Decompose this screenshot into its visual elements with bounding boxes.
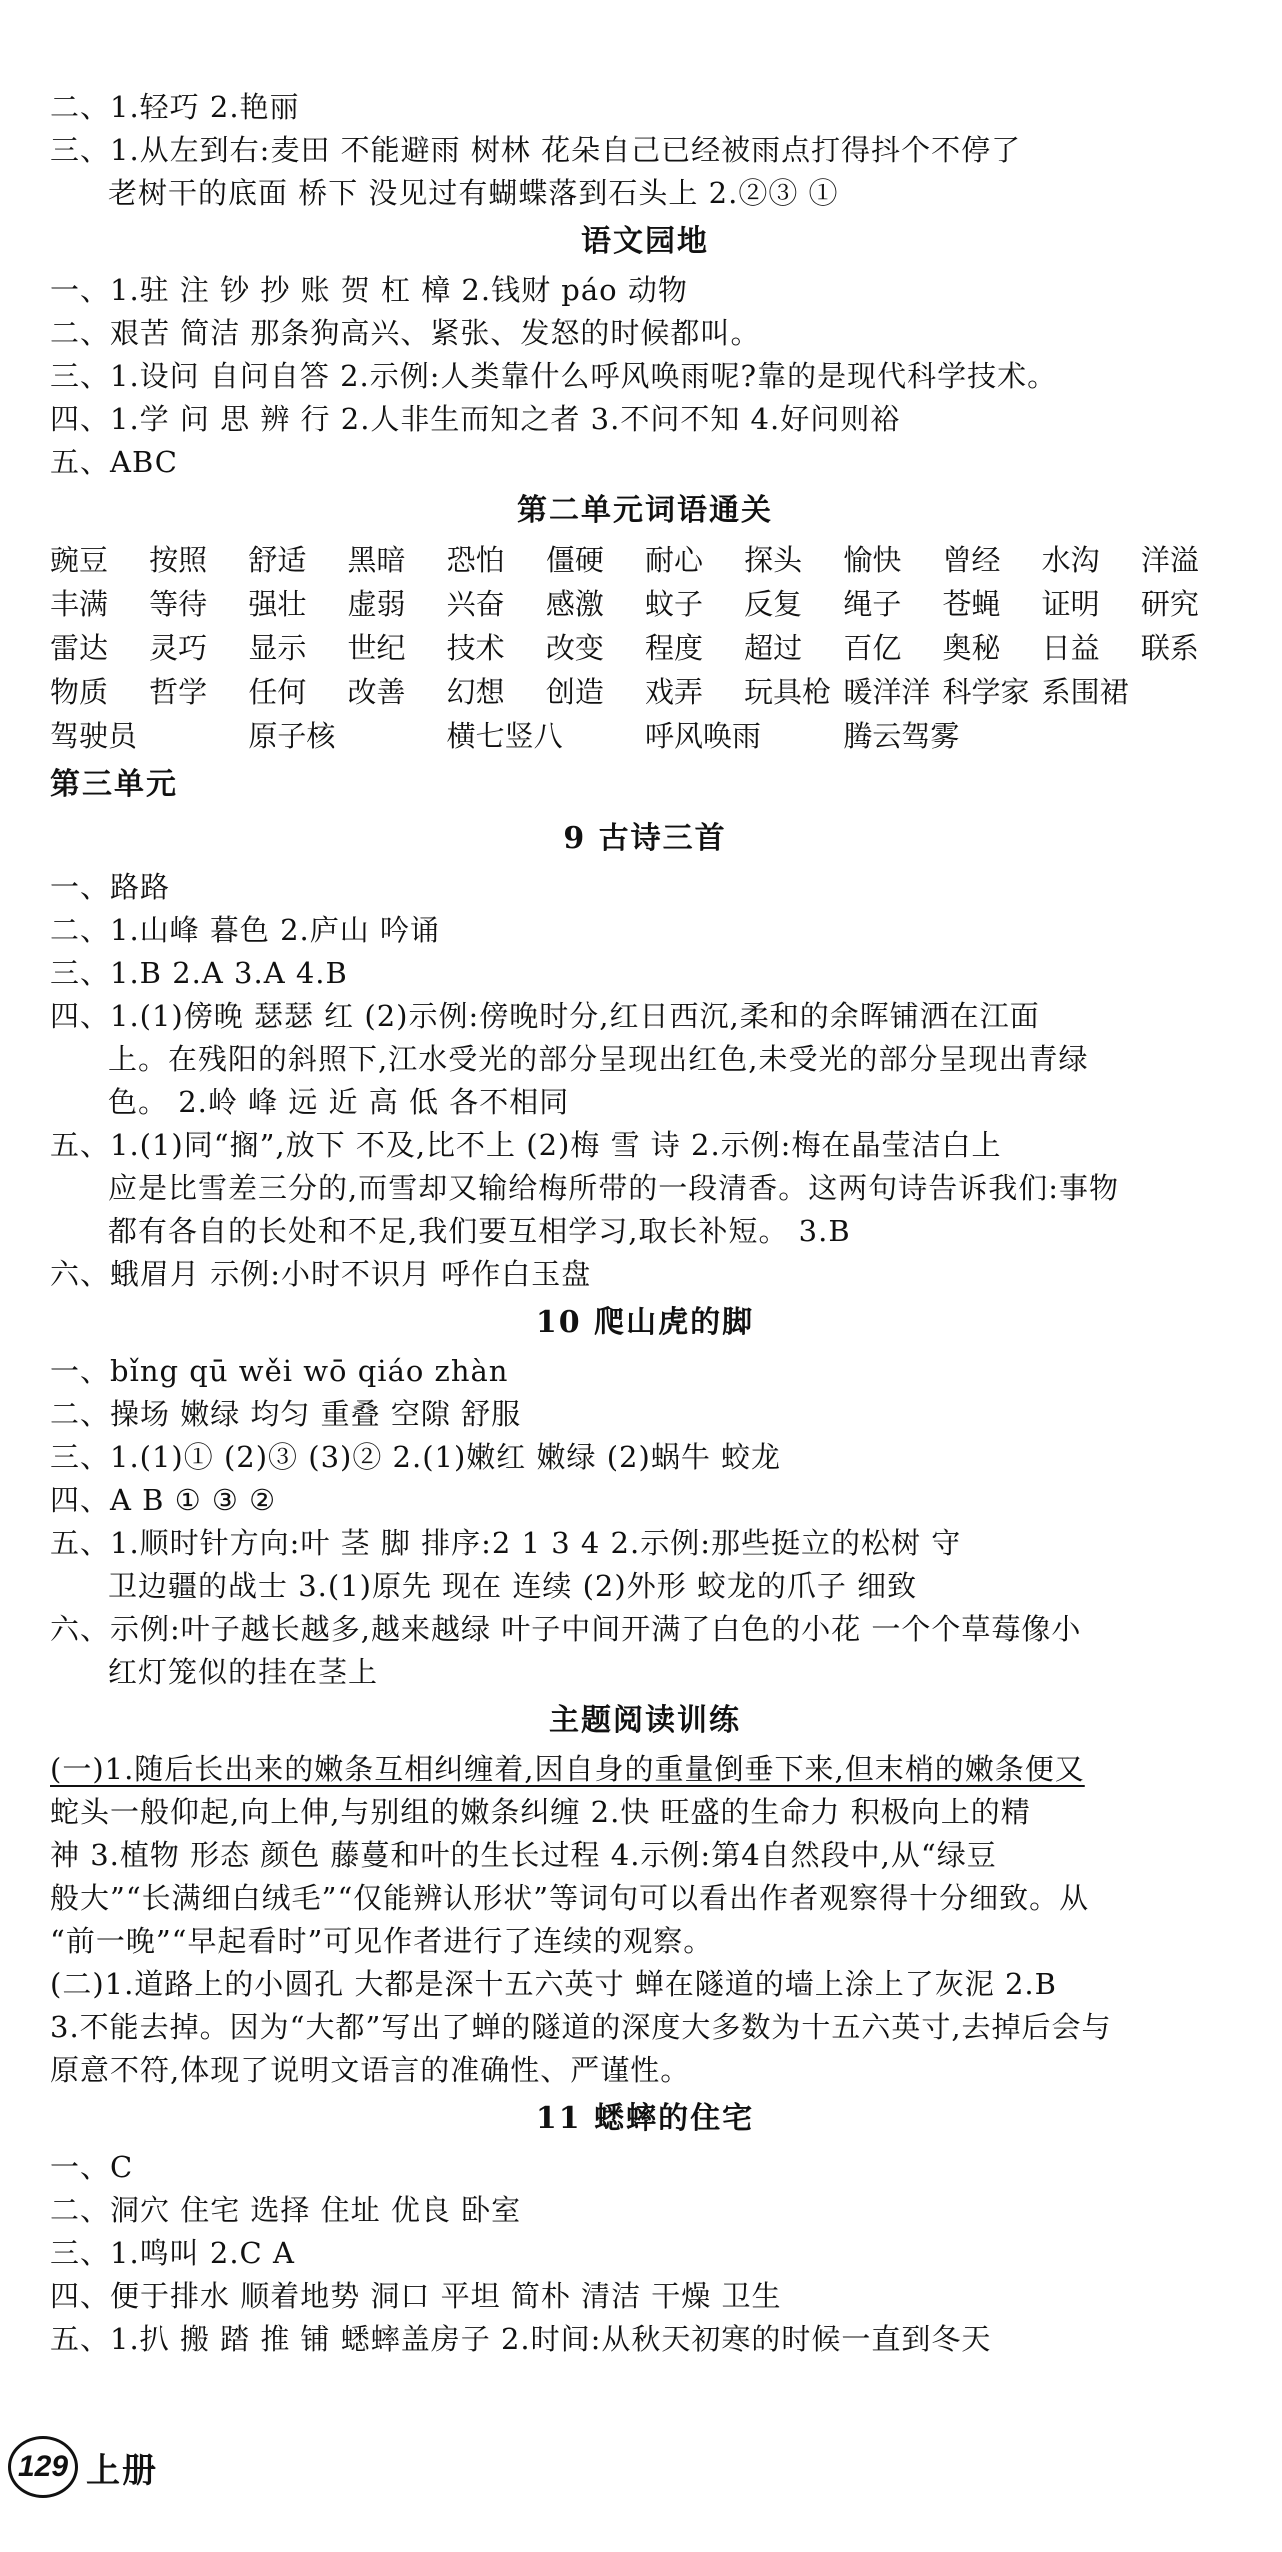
answer-line: 都有各自的长处和不足,我们要互相学习,取长补短。 3.B bbox=[108, 1214, 851, 1248]
answer-line: 卫边疆的战士 3.(1)原先 现在 连续 (2)外形 蛟龙的爪子 细致 bbox=[108, 1569, 918, 1603]
answer-line: “前一晚”“早起看时”可见作者进行了连续的观察。 bbox=[50, 1924, 714, 1958]
answer-line: 上。在残阳的斜照下,江水受光的部分呈现出红色,未受光的部分呈现出青绿 bbox=[108, 1042, 1089, 1076]
vocab-word: 创造 bbox=[545, 675, 604, 709]
page-number-badge: 129 bbox=[8, 2436, 78, 2498]
answer-line: 三、1.B 2.A 3.A 4.B bbox=[50, 956, 348, 990]
vocab-word: 绳子 bbox=[843, 587, 902, 621]
answer-line: 红灯笼似的挂在茎上 bbox=[108, 1655, 379, 1689]
vocab-word: 强壮 bbox=[248, 587, 307, 621]
vocab-word: 戏弄 bbox=[644, 675, 703, 709]
vocab-word: 改变 bbox=[545, 631, 604, 665]
answer-line: 应是比雪差三分的,而雪却又输给梅所带的一段清香。这两句诗告诉我们:事物 bbox=[108, 1171, 1119, 1205]
answer-line: 三、1.从左到右:麦田 不能避雨 树林 花朵自己已经被雨点打得抖个不停了 bbox=[50, 133, 1022, 167]
answer-line: 二、1.轻巧 2.艳丽 bbox=[50, 90, 300, 124]
answer-line: 原意不符,体现了说明文语言的准确性、严谨性。 bbox=[50, 2053, 691, 2087]
section-heading-unit3: 第三单元 bbox=[50, 767, 178, 802]
vocab-word: 耐心 bbox=[644, 543, 703, 577]
vocab-word: 证明 bbox=[1041, 587, 1100, 621]
answer-line: 四、A B ① ③ ② bbox=[50, 1483, 277, 1517]
vocab-word: 联系 bbox=[1140, 631, 1199, 665]
section-heading-cricket-house: 11 蟋蟀的住宅 bbox=[535, 2101, 755, 2136]
vocab-word: 洋溢 bbox=[1140, 543, 1199, 577]
answer-line: 三、1.(1)① (2)③ (3)② 2.(1)嫩红 嫩绿 (2)蜗牛 蛟龙 bbox=[50, 1440, 782, 1474]
vocab-word: 幻想 bbox=[446, 675, 505, 709]
section-heading-ancient-poems: 9 古诗三首 bbox=[563, 821, 727, 856]
section-heading-theme-reading: 主题阅读训练 bbox=[549, 1703, 741, 1738]
answer-line: 二、1.山峰 暮色 2.庐山 吟诵 bbox=[50, 913, 440, 947]
vocab-word: 技术 bbox=[446, 631, 505, 665]
answer-line: 二、艰苦 简洁 那条狗高兴、紧张、发怒的时候都叫。 bbox=[50, 316, 761, 350]
vocab-word: 虚弱 bbox=[347, 587, 406, 621]
answer-line: 般大”“长满细白绒毛”“仅能辨认形状”等词句可以看出作者观察得十分细致。从 bbox=[50, 1881, 1090, 1915]
vocab-word: 系围裙 bbox=[1041, 675, 1129, 709]
ancient-poems-answers bbox=[50, 866, 1240, 1296]
vocab-word-grid bbox=[50, 538, 1240, 758]
vocab-word: 科学家 bbox=[942, 675, 1030, 709]
answer-line: 五、1.顺时针方向:叶 茎 脚 排序:2 1 3 4 2.示例:那些挺立的松树 守 bbox=[50, 1526, 962, 1560]
vocab-word: 感激 bbox=[545, 587, 604, 621]
answer-line: 一、bǐng qū wěi wō qiáo zhàn bbox=[50, 1354, 509, 1388]
vocab-word: 恐怕 bbox=[446, 543, 505, 577]
answer-line: 老树干的底面 桥下 没见过有蝴蝶落到石头上 2.②③ ① bbox=[108, 176, 839, 210]
vocab-word: 百亿 bbox=[843, 631, 902, 665]
answer-line: 二、洞穴 住宅 选择 住址 优良 卧室 bbox=[50, 2193, 522, 2227]
vocab-word: 驾驶员 bbox=[50, 719, 138, 753]
volume-label: 上册 bbox=[86, 2450, 158, 2491]
vocab-word: 丰满 bbox=[50, 587, 109, 621]
answer-line: 一、路路 bbox=[50, 870, 171, 904]
answer-line: 三、1.设问 自问自答 2.示例:人类靠什么呼风唤雨呢?靠的是现代科学技术。 bbox=[50, 359, 1058, 393]
vocab-word: 显示 bbox=[248, 631, 307, 665]
vocab-word: 反复 bbox=[744, 587, 803, 621]
page-content bbox=[50, 86, 1240, 2361]
vocab-word: 愉快 bbox=[843, 543, 902, 577]
vocab-word: 研究 bbox=[1140, 587, 1199, 621]
answer-line: 神 3.植物 形态 颜色 藤蔓和叶的生长过程 4.示例:第4自然段中,从“绿豆 bbox=[50, 1838, 997, 1872]
vocab-word: 兴奋 bbox=[446, 587, 505, 621]
vocab-word: 奥秘 bbox=[942, 631, 1001, 665]
vocab-word: 苍蝇 bbox=[942, 587, 1001, 621]
answer-line: 四、1.学 问 思 辨 行 2.人非生而知之者 3.不问不知 4.好问则裕 bbox=[50, 402, 901, 436]
answer-line: 一、1.驻 注 钞 抄 账 贺 杠 樟 2.钱财 páo 动物 bbox=[50, 273, 688, 307]
vocab-word: 原子核 bbox=[248, 719, 336, 753]
answer-line: 四、便于排水 顺着地势 洞口 平坦 简朴 清洁 干燥 卫生 bbox=[50, 2279, 782, 2313]
answer-line: (一)1.随后长出来的嫩条互相纠缠着,因自身的重量倒垂下来,但末梢的嫩条便又 bbox=[50, 1752, 1085, 1786]
answer-line: 四、1.(1)傍晚 瑟瑟 红 (2)示例:傍晚时分,红日西沉,柔和的余晖铺洒在江面 bbox=[50, 999, 1040, 1033]
vocab-word: 改善 bbox=[347, 675, 406, 709]
vocab-word: 水沟 bbox=[1041, 543, 1100, 577]
vocab-word: 探头 bbox=[744, 543, 803, 577]
vocab-word: 日益 bbox=[1041, 631, 1100, 665]
answer-line: 三、1.鸣叫 2.C A bbox=[50, 2236, 295, 2270]
vocab-word: 蚊子 bbox=[644, 587, 703, 621]
answer-line: 五、1.扒 搬 踏 推 铺 蟋蟀盖房子 2.时间:从秋天初寒的时候一直到冬天 bbox=[50, 2322, 992, 2356]
vocab-word: 横七竖八 bbox=[446, 719, 563, 753]
vocab-word: 玩具枪 bbox=[744, 675, 832, 709]
section-heading-yuwen-yuandi: 语文园地 bbox=[581, 224, 709, 259]
page-footer bbox=[8, 2436, 158, 2498]
answer-line: 色。 2.岭 峰 远 近 高 低 各不相同 bbox=[108, 1085, 570, 1119]
section-heading-unit2-vocab: 第二单元词语通关 bbox=[517, 493, 773, 528]
theme-reading-answers bbox=[50, 1748, 1240, 2092]
vocab-word: 僵硬 bbox=[545, 543, 604, 577]
answer-line: 3.不能去掉。因为“大都”写出了蝉的隧道的深度大多数为十五六英寸,去掉后会与 bbox=[50, 2010, 1112, 2044]
answer-line: (二)1.道路上的小圆孔 大都是深十五六英寸 蝉在隧道的墙上涂上了灰泥 2.B bbox=[50, 1967, 1057, 2001]
vocab-word: 黑暗 bbox=[347, 543, 406, 577]
vocab-word: 世纪 bbox=[347, 631, 406, 665]
vocab-word: 程度 bbox=[644, 631, 703, 665]
answer-line: 二、操场 嫩绿 均匀 重叠 空隙 舒服 bbox=[50, 1397, 522, 1431]
answer-line: 六、蛾眉月 示例:小时不识月 呼作白玉盘 bbox=[50, 1257, 592, 1291]
answer-line: 五、1.(1)同“搁”,放下 不及,比不上 (2)梅 雪 诗 2.示例:梅在晶莹洁白上 bbox=[50, 1128, 1002, 1162]
answer-line: 五、ABC bbox=[50, 445, 178, 479]
vocab-word: 等待 bbox=[149, 587, 208, 621]
lesson8-answers-tail bbox=[50, 86, 1240, 215]
vocab-word: 按照 bbox=[149, 543, 208, 577]
answer-line: 一、C bbox=[50, 2150, 134, 2184]
vocab-word: 曾经 bbox=[942, 543, 1001, 577]
vocab-word: 呼风唤雨 bbox=[644, 719, 761, 753]
vocab-word: 雷达 bbox=[50, 631, 109, 665]
answer-line: 六、示例:叶子越长越多,越来越绿 叶子中间开满了白色的小花 一个个草莓像小 bbox=[50, 1612, 1082, 1646]
vocab-word: 舒适 bbox=[248, 543, 307, 577]
cricket-house-answers bbox=[50, 2146, 1240, 2361]
ivy-feet-answers bbox=[50, 1350, 1240, 1694]
vocab-word: 腾云驾雾 bbox=[843, 719, 960, 753]
vocab-word: 豌豆 bbox=[50, 543, 109, 577]
vocab-word: 灵巧 bbox=[149, 631, 208, 665]
section-heading-ivy-feet: 10 爬山虎的脚 bbox=[535, 1305, 755, 1340]
vocab-word: 物质 bbox=[50, 675, 109, 709]
yuwen-yuandi-answers bbox=[50, 269, 1240, 484]
vocab-word: 超过 bbox=[744, 631, 803, 665]
vocab-word: 暖洋洋 bbox=[843, 675, 931, 709]
vocab-word: 哲学 bbox=[149, 675, 208, 709]
vocab-word: 任何 bbox=[248, 675, 307, 709]
answer-line: 蛇头一般仰起,向上伸,与别组的嫩条纠缠 2.快 旺盛的生命力 积极向上的精 bbox=[50, 1795, 1031, 1829]
